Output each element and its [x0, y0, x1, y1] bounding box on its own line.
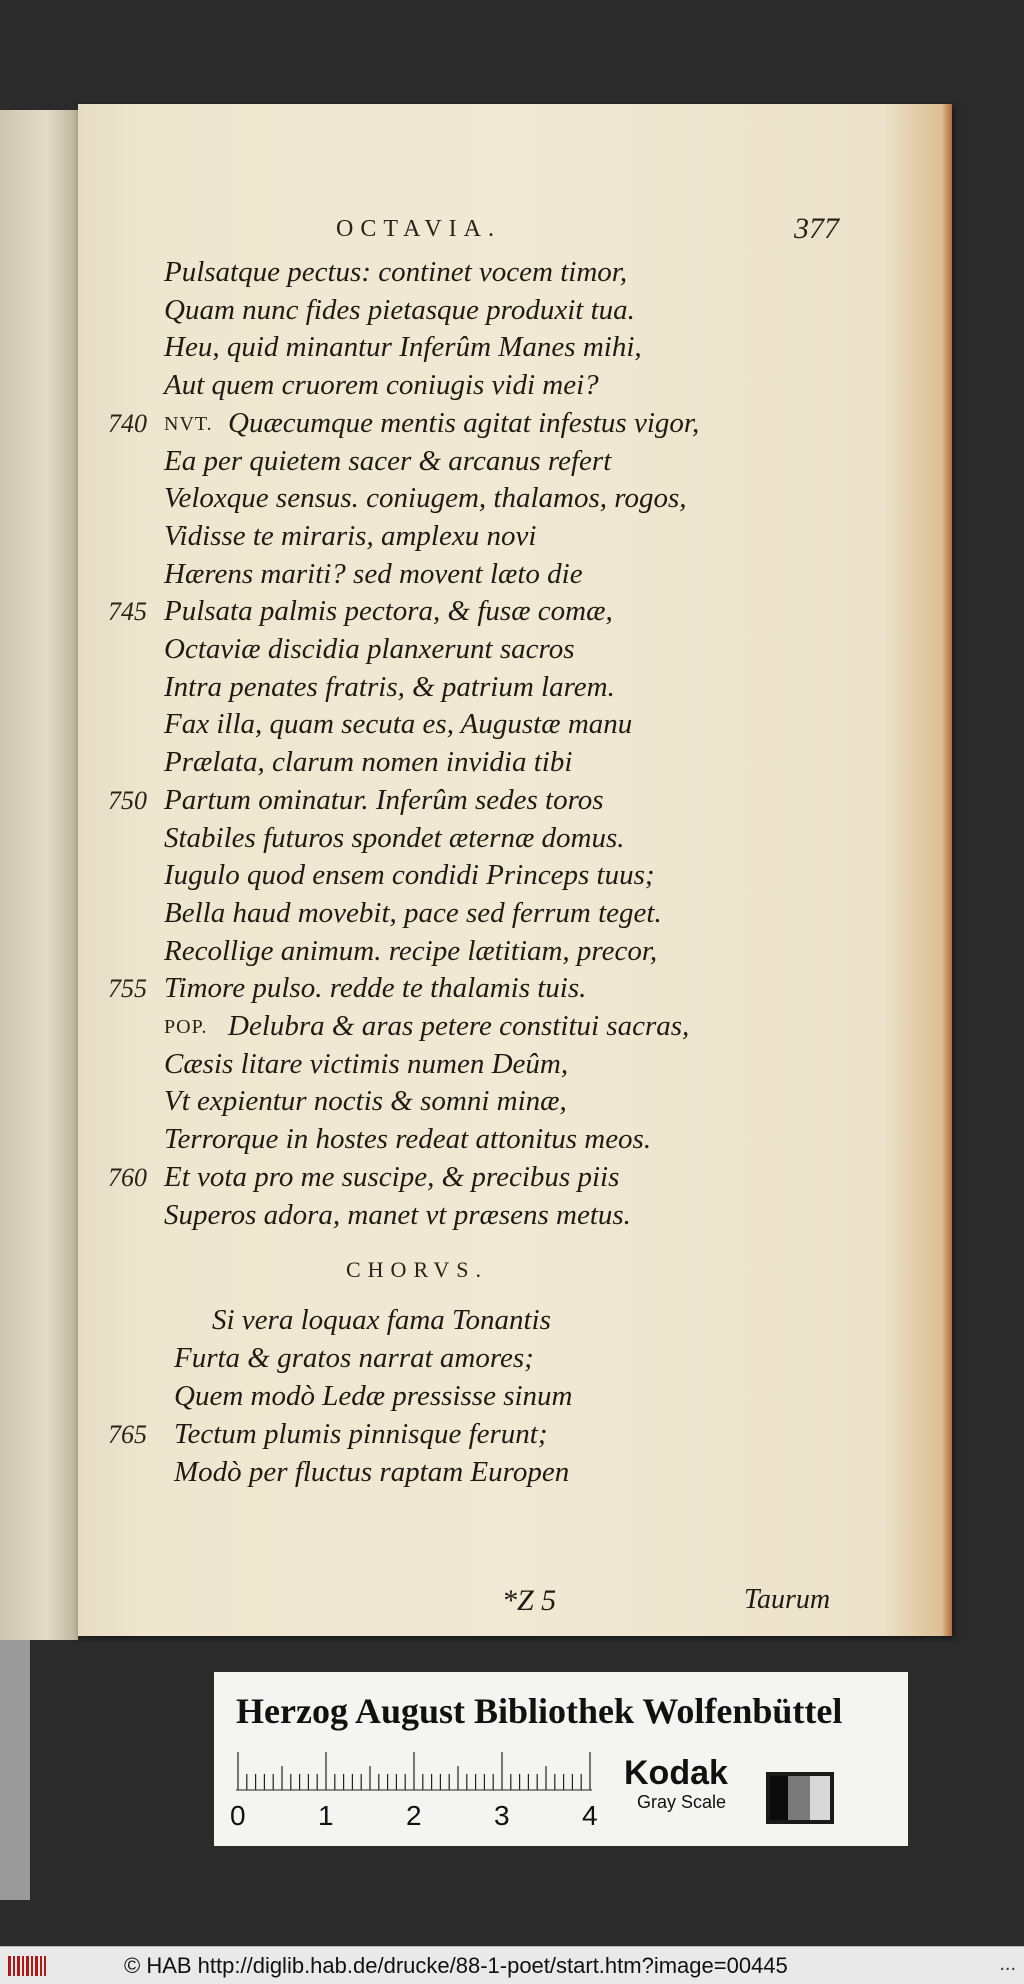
chorus-line	[78, 1342, 952, 1380]
verse-text: Cæsis litare victimis numen Deûm,	[164, 1047, 569, 1080]
book-page	[78, 104, 952, 1636]
speaker-label: NVT.	[164, 412, 213, 435]
ruler-number: 3	[494, 1800, 510, 1831]
running-header	[78, 212, 952, 256]
chorus-line	[78, 1418, 952, 1456]
verse-text: Delubra & aras petere constitui sacras,	[228, 1010, 690, 1042]
verse-line	[78, 859, 952, 897]
verse-text: Veloxque sensus. coniugem, thalamos, rogos,	[164, 482, 687, 515]
verse-text: Vidisse te miraris, amplexu novi	[164, 519, 537, 552]
verse-line	[78, 369, 952, 407]
verse-line	[78, 1085, 952, 1123]
verse-line	[78, 331, 952, 369]
verse-line	[78, 746, 952, 784]
verse-line	[78, 935, 952, 973]
ruler-number: 0	[230, 1800, 246, 1831]
verse-line	[78, 558, 952, 596]
verse-text: Aut quem cruorem coniugis vidi mei?	[164, 369, 599, 402]
verse-line	[78, 294, 952, 332]
gray-scale-label: Gray Scale	[637, 1792, 727, 1812]
line-number: 750	[108, 785, 147, 815]
verse-line	[78, 897, 952, 935]
verse-text: Octaviæ discidia planxerunt sacros	[164, 633, 575, 665]
more-icon[interactable]: ...	[999, 1953, 1016, 1975]
verse-text: Fax illa, quam secuta es, Augustæ manu	[164, 708, 633, 741]
line-number: 745	[108, 597, 147, 627]
verse-line	[78, 445, 952, 483]
ruler-ticks	[236, 1752, 604, 1792]
chorus-line	[78, 1380, 952, 1418]
ruler-number: 1	[318, 1800, 334, 1831]
library-name: Herzog August Bibliothek Wolfenbüttel	[236, 1691, 843, 1731]
color-reference-card	[214, 1672, 908, 1846]
verse-text: Quæcumque mentis agitat infestus vigor,	[228, 406, 700, 439]
verse-line	[78, 256, 952, 294]
line-number: 765	[108, 1420, 147, 1449]
chorus-line	[78, 1456, 952, 1494]
kodak-logo: Kodak	[624, 1754, 728, 1792]
verse-line	[78, 1010, 952, 1048]
verse-text: Heu, quid minantur Inferûm Manes mihi,	[164, 331, 642, 364]
verse-line	[78, 633, 952, 671]
verse-line	[78, 1048, 952, 1086]
ruler-number: 4	[582, 1800, 598, 1831]
hab-logo-icon	[6, 1953, 48, 1979]
chorus-text: Tectum plumis pinnisque ferunt;	[174, 1418, 548, 1450]
line-number: 755	[108, 974, 147, 1004]
verse-text: Quam nunc fides pietasque produxit tua.	[164, 293, 635, 326]
ruler-number: 2	[406, 1800, 422, 1831]
chorus-text: Quem modò Ledæ pressisse sinum	[174, 1380, 573, 1412]
ruler-scale	[236, 1752, 604, 1792]
verse-line	[78, 822, 952, 860]
verse-text: Recollige animum. recipe lætitiam, precor,	[164, 934, 658, 967]
verse-text: Prælata, clarum nomen invidia tibi	[164, 746, 573, 779]
facing-page-edge	[0, 110, 78, 1640]
verse-text: Pulsata palmis pectora, & fusæ comæ,	[164, 595, 613, 628]
chorus-text: Modò per fluctus raptam Europen	[174, 1456, 570, 1488]
verse-line	[78, 708, 952, 746]
running-title: OCTAVIA.	[336, 216, 501, 242]
verse-text: Vt expientur noctis & somni minæ,	[164, 1085, 567, 1118]
ruler-numbers	[230, 1800, 610, 1836]
line-number: 740	[108, 408, 147, 438]
verse-text: Intra penates fratris, & patrium larem.	[164, 670, 615, 703]
verse-line	[78, 595, 952, 633]
signature-mark: *Z 5	[502, 1584, 557, 1617]
verse-line	[78, 972, 952, 1010]
gray-patch	[766, 1772, 834, 1824]
verse-line	[78, 407, 952, 445]
verse-line	[78, 1123, 952, 1161]
verse-text: Bella haud movebit, pace sed ferrum teget.	[164, 896, 662, 929]
facing-page-strip	[0, 1640, 30, 1900]
verse-line	[78, 1161, 952, 1199]
verse-text: Superos adora, manet vt præsens metus.	[164, 1198, 631, 1231]
verse-line	[78, 784, 952, 822]
line-number: 760	[108, 1162, 147, 1192]
viewer-footer	[0, 1946, 1024, 1984]
page-number: 377	[794, 212, 839, 245]
chorus-text: Si vera loquax fama Tonantis	[212, 1304, 551, 1336]
verse-text: Stabiles futuros spondet æternæ domus.	[164, 821, 625, 854]
verse-line	[78, 520, 952, 558]
verse-text: Hærens mariti? sed movent læto die	[164, 557, 583, 590]
catchword: Taurum	[744, 1584, 831, 1615]
verse-text: Partum ominatur. Inferûm sedes toros	[164, 783, 604, 816]
verse-text: Iugulo quod ensem condidi Princeps tuus;	[164, 859, 655, 892]
verse-text: Pulsatque pectus: continet vocem timor,	[164, 256, 628, 288]
verse-text: Ea per quietem sacer & arcanus refert	[164, 444, 612, 477]
verse-text: Et vota pro me suscipe, & precibus piis	[164, 1160, 620, 1193]
verse-line	[78, 1199, 952, 1237]
speaker-label: POP.	[164, 1016, 208, 1038]
chorus-heading: CHORVS.	[346, 1257, 488, 1282]
verse-line	[78, 482, 952, 520]
verse-text: Terrorque in hostes redeat attonitus meos.	[164, 1123, 652, 1156]
verse-line	[78, 671, 952, 709]
verse-text: Timore pulso. redde te thalamis tuis.	[164, 972, 587, 1005]
copyright-url[interactable]: © HAB http://diglib.hab.de/drucke/88-1-poet/start.htm?image=00445	[124, 1953, 788, 1978]
chorus-line	[78, 1304, 952, 1342]
chorus-text: Furta & gratos narrat amores;	[174, 1342, 534, 1374]
